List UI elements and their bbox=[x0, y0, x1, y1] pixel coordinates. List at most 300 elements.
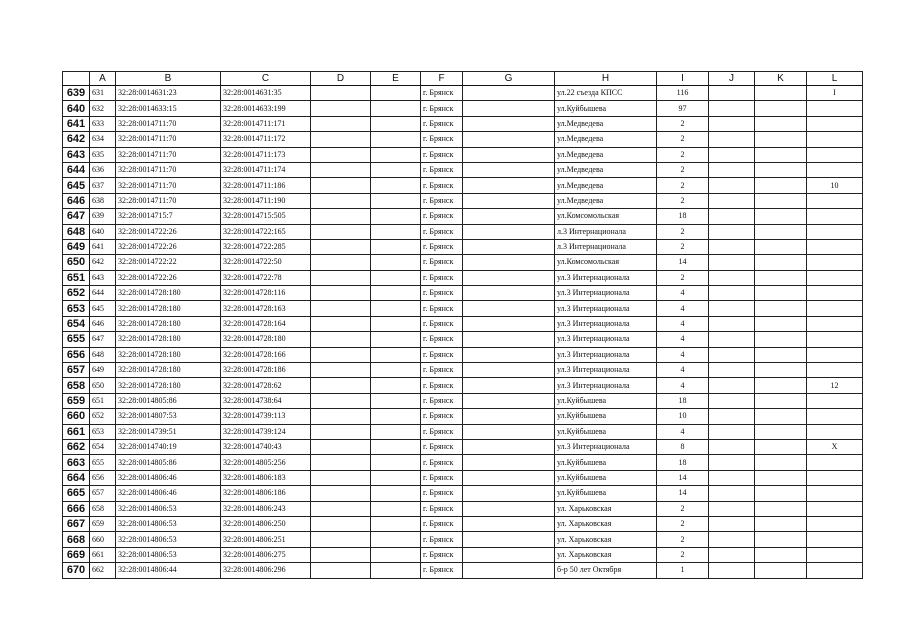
row-header[interactable]: 640 bbox=[63, 101, 90, 116]
cell-e[interactable] bbox=[371, 470, 421, 485]
cell-j[interactable] bbox=[709, 301, 755, 316]
cell-l[interactable] bbox=[807, 286, 863, 301]
cell-j[interactable] bbox=[709, 563, 755, 578]
cell-b[interactable]: 32:28:0014711:70 bbox=[116, 178, 221, 193]
cell-g[interactable] bbox=[463, 332, 555, 347]
cell-h[interactable]: б-р 50 лет Октября bbox=[555, 563, 657, 578]
cell-c[interactable]: 32:28:0014728:166 bbox=[221, 347, 311, 362]
cell-e[interactable] bbox=[371, 393, 421, 408]
cell-j[interactable] bbox=[709, 501, 755, 516]
cell-e[interactable] bbox=[371, 239, 421, 254]
cell-a[interactable]: 635 bbox=[90, 147, 116, 162]
cell-j[interactable] bbox=[709, 516, 755, 531]
row-header[interactable]: 652 bbox=[63, 286, 90, 301]
cell-c[interactable]: 32:28:0014711:173 bbox=[221, 147, 311, 162]
cell-c[interactable]: 32:28:0014806:183 bbox=[221, 470, 311, 485]
cell-e[interactable] bbox=[371, 332, 421, 347]
column-header-e[interactable]: E bbox=[371, 72, 421, 86]
column-header-k[interactable]: K bbox=[755, 72, 807, 86]
cell-a[interactable]: 650 bbox=[90, 378, 116, 393]
row-header[interactable]: 647 bbox=[63, 209, 90, 224]
cell-e[interactable] bbox=[371, 101, 421, 116]
row-header[interactable]: 663 bbox=[63, 455, 90, 470]
cell-f[interactable]: г. Брянск bbox=[421, 316, 463, 331]
cell-a[interactable]: 645 bbox=[90, 301, 116, 316]
cell-b[interactable]: 32:28:0014806:53 bbox=[116, 516, 221, 531]
cell-b[interactable]: 32:28:0014739:51 bbox=[116, 424, 221, 439]
cell-k[interactable] bbox=[755, 455, 807, 470]
cell-e[interactable] bbox=[371, 378, 421, 393]
cell-a[interactable]: 660 bbox=[90, 532, 116, 547]
cell-k[interactable] bbox=[755, 347, 807, 362]
cell-k[interactable] bbox=[755, 239, 807, 254]
cell-e[interactable] bbox=[371, 316, 421, 331]
cell-j[interactable] bbox=[709, 193, 755, 208]
cell-l[interactable] bbox=[807, 455, 863, 470]
cell-c[interactable]: 32:28:0014722:165 bbox=[221, 224, 311, 239]
cell-c[interactable]: 32:28:0014806:250 bbox=[221, 516, 311, 531]
cell-a[interactable]: 633 bbox=[90, 116, 116, 131]
cell-a[interactable]: 651 bbox=[90, 393, 116, 408]
cell-l[interactable] bbox=[807, 116, 863, 131]
cell-b[interactable]: 32:28:0014728:180 bbox=[116, 286, 221, 301]
cell-i[interactable]: 14 bbox=[657, 470, 709, 485]
cell-a[interactable]: 656 bbox=[90, 470, 116, 485]
cell-d[interactable] bbox=[311, 316, 371, 331]
cell-g[interactable] bbox=[463, 316, 555, 331]
cell-d[interactable] bbox=[311, 193, 371, 208]
cell-e[interactable] bbox=[371, 193, 421, 208]
cell-i[interactable]: 116 bbox=[657, 86, 709, 101]
cell-a[interactable]: 638 bbox=[90, 193, 116, 208]
cell-h[interactable]: ул.3 Интернационала bbox=[555, 439, 657, 454]
cell-e[interactable] bbox=[371, 501, 421, 516]
cell-l[interactable]: X bbox=[807, 439, 863, 454]
cell-h[interactable]: ул.3 Интернационала bbox=[555, 363, 657, 378]
cell-g[interactable] bbox=[463, 516, 555, 531]
cell-h[interactable]: ул.Куйбышева bbox=[555, 470, 657, 485]
row-header[interactable]: 639 bbox=[63, 86, 90, 101]
cell-d[interactable] bbox=[311, 116, 371, 131]
cell-l[interactable] bbox=[807, 563, 863, 578]
cell-e[interactable] bbox=[371, 132, 421, 147]
cell-h[interactable]: ул.Медведева bbox=[555, 193, 657, 208]
cell-h[interactable]: ул.Комсомольская bbox=[555, 255, 657, 270]
cell-f[interactable]: г. Брянск bbox=[421, 393, 463, 408]
cell-i[interactable]: 2 bbox=[657, 147, 709, 162]
cell-h[interactable]: ул.Комсомольская bbox=[555, 209, 657, 224]
cell-d[interactable] bbox=[311, 470, 371, 485]
cell-d[interactable] bbox=[311, 301, 371, 316]
cell-k[interactable] bbox=[755, 424, 807, 439]
cell-h[interactable]: ул.3 Интернационала bbox=[555, 378, 657, 393]
cell-e[interactable] bbox=[371, 363, 421, 378]
cell-i[interactable]: 2 bbox=[657, 532, 709, 547]
cell-l[interactable] bbox=[807, 316, 863, 331]
cell-a[interactable]: 654 bbox=[90, 439, 116, 454]
cell-f[interactable]: г. Брянск bbox=[421, 239, 463, 254]
cell-f[interactable]: г. Брянск bbox=[421, 132, 463, 147]
cell-c[interactable]: 32:28:0014728:164 bbox=[221, 316, 311, 331]
cell-j[interactable] bbox=[709, 255, 755, 270]
cell-k[interactable] bbox=[755, 286, 807, 301]
cell-f[interactable]: г. Брянск bbox=[421, 424, 463, 439]
cell-i[interactable]: 14 bbox=[657, 255, 709, 270]
cell-b[interactable]: 32:28:0014806:53 bbox=[116, 532, 221, 547]
cell-j[interactable] bbox=[709, 363, 755, 378]
cell-c[interactable]: 32:28:0014711:171 bbox=[221, 116, 311, 131]
cell-a[interactable]: 655 bbox=[90, 455, 116, 470]
cell-f[interactable]: г. Брянск bbox=[421, 209, 463, 224]
cell-g[interactable] bbox=[463, 439, 555, 454]
cell-g[interactable] bbox=[463, 286, 555, 301]
cell-l[interactable] bbox=[807, 239, 863, 254]
cell-j[interactable] bbox=[709, 239, 755, 254]
cell-e[interactable] bbox=[371, 439, 421, 454]
cell-d[interactable] bbox=[311, 101, 371, 116]
cell-l[interactable]: 10 bbox=[807, 178, 863, 193]
cell-e[interactable] bbox=[371, 516, 421, 531]
cell-k[interactable] bbox=[755, 147, 807, 162]
cell-d[interactable] bbox=[311, 132, 371, 147]
cell-f[interactable]: г. Брянск bbox=[421, 563, 463, 578]
cell-i[interactable]: 4 bbox=[657, 378, 709, 393]
cell-k[interactable] bbox=[755, 193, 807, 208]
cell-b[interactable]: 32:28:0014711:70 bbox=[116, 116, 221, 131]
cell-c[interactable]: 32:28:0014805:256 bbox=[221, 455, 311, 470]
cell-k[interactable] bbox=[755, 301, 807, 316]
cell-f[interactable]: г. Брянск bbox=[421, 116, 463, 131]
cell-h[interactable]: ул.Медведева bbox=[555, 116, 657, 131]
cell-d[interactable] bbox=[311, 547, 371, 562]
cell-c[interactable]: 32:28:0014738:64 bbox=[221, 393, 311, 408]
cell-i[interactable]: 10 bbox=[657, 409, 709, 424]
cell-i[interactable]: 4 bbox=[657, 332, 709, 347]
cell-l[interactable]: I bbox=[807, 86, 863, 101]
cell-c[interactable]: 32:28:0014728:180 bbox=[221, 332, 311, 347]
cell-d[interactable] bbox=[311, 178, 371, 193]
cell-f[interactable]: г. Брянск bbox=[421, 363, 463, 378]
cell-c[interactable]: 32:28:0014711:190 bbox=[221, 193, 311, 208]
cell-a[interactable]: 646 bbox=[90, 316, 116, 331]
cell-c[interactable]: 32:28:0014728:62 bbox=[221, 378, 311, 393]
cell-k[interactable] bbox=[755, 209, 807, 224]
cell-g[interactable] bbox=[463, 116, 555, 131]
cell-i[interactable]: 4 bbox=[657, 316, 709, 331]
cell-l[interactable] bbox=[807, 363, 863, 378]
cell-a[interactable]: 631 bbox=[90, 86, 116, 101]
column-header-c[interactable]: C bbox=[221, 72, 311, 86]
cell-h[interactable]: ул.3 Интернационала bbox=[555, 332, 657, 347]
row-header[interactable]: 669 bbox=[63, 547, 90, 562]
cell-l[interactable] bbox=[807, 301, 863, 316]
row-header[interactable]: 668 bbox=[63, 532, 90, 547]
cell-i[interactable]: 97 bbox=[657, 101, 709, 116]
cell-k[interactable] bbox=[755, 470, 807, 485]
cell-e[interactable] bbox=[371, 563, 421, 578]
cell-i[interactable]: 4 bbox=[657, 347, 709, 362]
cell-i[interactable]: 8 bbox=[657, 439, 709, 454]
cell-b[interactable]: 32:28:0014722:22 bbox=[116, 255, 221, 270]
cell-c[interactable]: 32:28:0014711:172 bbox=[221, 132, 311, 147]
cell-h[interactable]: ул.Куйбышева bbox=[555, 393, 657, 408]
cell-e[interactable] bbox=[371, 147, 421, 162]
cell-e[interactable] bbox=[371, 116, 421, 131]
cell-a[interactable]: 659 bbox=[90, 516, 116, 531]
cell-i[interactable]: 2 bbox=[657, 547, 709, 562]
cell-g[interactable] bbox=[463, 178, 555, 193]
cell-e[interactable] bbox=[371, 255, 421, 270]
cell-c[interactable]: 32:28:0014715:505 bbox=[221, 209, 311, 224]
cell-d[interactable] bbox=[311, 255, 371, 270]
cell-j[interactable] bbox=[709, 224, 755, 239]
cell-i[interactable]: 2 bbox=[657, 132, 709, 147]
cell-k[interactable] bbox=[755, 409, 807, 424]
cell-g[interactable] bbox=[463, 409, 555, 424]
cell-a[interactable]: 649 bbox=[90, 363, 116, 378]
row-header[interactable]: 649 bbox=[63, 239, 90, 254]
cell-h[interactable]: ул. Харьковская bbox=[555, 547, 657, 562]
cell-l[interactable] bbox=[807, 516, 863, 531]
cell-b[interactable]: 32:28:0014711:70 bbox=[116, 147, 221, 162]
cell-e[interactable] bbox=[371, 486, 421, 501]
cell-c[interactable]: 32:28:0014740:43 bbox=[221, 439, 311, 454]
cell-j[interactable] bbox=[709, 162, 755, 177]
cell-f[interactable]: г. Брянск bbox=[421, 532, 463, 547]
cell-f[interactable]: г. Брянск bbox=[421, 332, 463, 347]
cell-d[interactable] bbox=[311, 147, 371, 162]
cell-k[interactable] bbox=[755, 486, 807, 501]
cell-d[interactable] bbox=[311, 332, 371, 347]
row-header[interactable]: 641 bbox=[63, 116, 90, 131]
cell-l[interactable] bbox=[807, 147, 863, 162]
corner-cell[interactable] bbox=[63, 72, 90, 86]
cell-d[interactable] bbox=[311, 532, 371, 547]
cell-l[interactable] bbox=[807, 162, 863, 177]
row-header[interactable]: 662 bbox=[63, 439, 90, 454]
cell-f[interactable]: г. Брянск bbox=[421, 516, 463, 531]
cell-k[interactable] bbox=[755, 378, 807, 393]
cell-i[interactable]: 2 bbox=[657, 116, 709, 131]
cell-i[interactable]: 2 bbox=[657, 162, 709, 177]
cell-f[interactable]: г. Брянск bbox=[421, 301, 463, 316]
cell-l[interactable] bbox=[807, 470, 863, 485]
cell-j[interactable] bbox=[709, 547, 755, 562]
cell-l[interactable] bbox=[807, 270, 863, 285]
cell-g[interactable] bbox=[463, 193, 555, 208]
cell-l[interactable] bbox=[807, 486, 863, 501]
cell-d[interactable] bbox=[311, 239, 371, 254]
cell-h[interactable]: л.3 Интернационала bbox=[555, 224, 657, 239]
row-header[interactable]: 664 bbox=[63, 470, 90, 485]
cell-h[interactable]: ул.Медведева bbox=[555, 178, 657, 193]
cell-f[interactable]: г. Брянск bbox=[421, 378, 463, 393]
cell-a[interactable]: 632 bbox=[90, 101, 116, 116]
cell-h[interactable]: ул. Харьковская bbox=[555, 532, 657, 547]
cell-f[interactable]: г. Брянск bbox=[421, 178, 463, 193]
cell-l[interactable] bbox=[807, 101, 863, 116]
cell-i[interactable]: 1 bbox=[657, 563, 709, 578]
cell-g[interactable] bbox=[463, 501, 555, 516]
cell-a[interactable]: 639 bbox=[90, 209, 116, 224]
cell-b[interactable]: 32:28:0014715:7 bbox=[116, 209, 221, 224]
cell-b[interactable]: 32:28:0014722:26 bbox=[116, 224, 221, 239]
cell-b[interactable]: 32:28:0014722:26 bbox=[116, 270, 221, 285]
cell-c[interactable]: 32:28:0014728:163 bbox=[221, 301, 311, 316]
cell-l[interactable] bbox=[807, 393, 863, 408]
cell-b[interactable]: 32:28:0014711:70 bbox=[116, 193, 221, 208]
cell-f[interactable]: г. Брянск bbox=[421, 347, 463, 362]
column-header-d[interactable]: D bbox=[311, 72, 371, 86]
cell-k[interactable] bbox=[755, 255, 807, 270]
cell-k[interactable] bbox=[755, 563, 807, 578]
cell-f[interactable]: г. Брянск bbox=[421, 224, 463, 239]
cell-d[interactable] bbox=[311, 209, 371, 224]
cell-h[interactable]: ул.3 Интернационала bbox=[555, 270, 657, 285]
row-header[interactable]: 670 bbox=[63, 563, 90, 578]
cell-g[interactable] bbox=[463, 101, 555, 116]
cell-h[interactable]: ул.Медведева bbox=[555, 147, 657, 162]
cell-c[interactable]: 32:28:0014739:113 bbox=[221, 409, 311, 424]
cell-i[interactable]: 2 bbox=[657, 224, 709, 239]
cell-l[interactable] bbox=[807, 332, 863, 347]
row-header[interactable]: 656 bbox=[63, 347, 90, 362]
cell-b[interactable]: 32:28:0014728:180 bbox=[116, 378, 221, 393]
cell-b[interactable]: 32:28:0014711:70 bbox=[116, 132, 221, 147]
row-header[interactable]: 657 bbox=[63, 363, 90, 378]
cell-g[interactable] bbox=[463, 563, 555, 578]
cell-c[interactable]: 32:28:0014631:35 bbox=[221, 86, 311, 101]
cell-f[interactable]: г. Брянск bbox=[421, 470, 463, 485]
row-header[interactable]: 658 bbox=[63, 378, 90, 393]
cell-c[interactable]: 32:28:0014728:116 bbox=[221, 286, 311, 301]
cell-j[interactable] bbox=[709, 116, 755, 131]
cell-b[interactable]: 32:28:0014805:86 bbox=[116, 393, 221, 408]
cell-k[interactable] bbox=[755, 363, 807, 378]
row-header[interactable]: 642 bbox=[63, 132, 90, 147]
row-header[interactable]: 646 bbox=[63, 193, 90, 208]
cell-j[interactable] bbox=[709, 424, 755, 439]
cell-d[interactable] bbox=[311, 409, 371, 424]
cell-a[interactable]: 636 bbox=[90, 162, 116, 177]
cell-k[interactable] bbox=[755, 132, 807, 147]
cell-i[interactable]: 4 bbox=[657, 363, 709, 378]
cell-g[interactable] bbox=[463, 224, 555, 239]
cell-i[interactable]: 2 bbox=[657, 239, 709, 254]
cell-e[interactable] bbox=[371, 347, 421, 362]
row-header[interactable]: 654 bbox=[63, 316, 90, 331]
cell-f[interactable]: г. Брянск bbox=[421, 193, 463, 208]
cell-b[interactable]: 32:28:0014728:180 bbox=[116, 347, 221, 362]
cell-c[interactable]: 32:28:0014806:186 bbox=[221, 486, 311, 501]
cell-e[interactable] bbox=[371, 270, 421, 285]
row-header[interactable]: 659 bbox=[63, 393, 90, 408]
cell-g[interactable] bbox=[463, 378, 555, 393]
cell-e[interactable] bbox=[371, 409, 421, 424]
cell-l[interactable] bbox=[807, 224, 863, 239]
cell-l[interactable]: 12 bbox=[807, 378, 863, 393]
cell-a[interactable]: 652 bbox=[90, 409, 116, 424]
row-header[interactable]: 666 bbox=[63, 501, 90, 516]
cell-a[interactable]: 662 bbox=[90, 563, 116, 578]
cell-g[interactable] bbox=[463, 239, 555, 254]
cell-i[interactable]: 2 bbox=[657, 270, 709, 285]
cell-h[interactable]: ул.Куйбышева bbox=[555, 455, 657, 470]
cell-c[interactable]: 32:28:0014806:296 bbox=[221, 563, 311, 578]
row-header[interactable]: 648 bbox=[63, 224, 90, 239]
cell-f[interactable]: г. Брянск bbox=[421, 86, 463, 101]
cell-e[interactable] bbox=[371, 547, 421, 562]
column-header-g[interactable]: G bbox=[463, 72, 555, 86]
cell-f[interactable]: г. Брянск bbox=[421, 101, 463, 116]
cell-f[interactable]: г. Брянск bbox=[421, 270, 463, 285]
cell-e[interactable] bbox=[371, 162, 421, 177]
cell-b[interactable]: 32:28:0014728:180 bbox=[116, 301, 221, 316]
cell-d[interactable] bbox=[311, 270, 371, 285]
cell-f[interactable]: г. Брянск bbox=[421, 286, 463, 301]
cell-b[interactable]: 32:28:0014740:19 bbox=[116, 439, 221, 454]
cell-b[interactable]: 32:28:0014711:70 bbox=[116, 162, 221, 177]
cell-l[interactable] bbox=[807, 347, 863, 362]
cell-k[interactable] bbox=[755, 101, 807, 116]
cell-j[interactable] bbox=[709, 409, 755, 424]
cell-j[interactable] bbox=[709, 316, 755, 331]
cell-j[interactable] bbox=[709, 378, 755, 393]
cell-l[interactable] bbox=[807, 501, 863, 516]
cell-j[interactable] bbox=[709, 132, 755, 147]
cell-d[interactable] bbox=[311, 86, 371, 101]
cell-e[interactable] bbox=[371, 424, 421, 439]
cell-b[interactable]: 32:28:0014722:26 bbox=[116, 239, 221, 254]
cell-b[interactable]: 32:28:0014728:180 bbox=[116, 332, 221, 347]
cell-e[interactable] bbox=[371, 286, 421, 301]
cell-f[interactable]: г. Брянск bbox=[421, 409, 463, 424]
cell-c[interactable]: 32:28:0014633:199 bbox=[221, 101, 311, 116]
cell-i[interactable]: 2 bbox=[657, 516, 709, 531]
cell-b[interactable]: 32:28:0014728:180 bbox=[116, 363, 221, 378]
cell-j[interactable] bbox=[709, 286, 755, 301]
cell-h[interactable]: ул.Куйбышева bbox=[555, 409, 657, 424]
cell-f[interactable]: г. Брянск bbox=[421, 455, 463, 470]
cell-f[interactable]: г. Брянск bbox=[421, 439, 463, 454]
cell-j[interactable] bbox=[709, 470, 755, 485]
cell-k[interactable] bbox=[755, 224, 807, 239]
cell-b[interactable]: 32:28:0014806:53 bbox=[116, 501, 221, 516]
cell-f[interactable]: г. Брянск bbox=[421, 486, 463, 501]
cell-l[interactable] bbox=[807, 424, 863, 439]
cell-e[interactable] bbox=[371, 209, 421, 224]
cell-k[interactable] bbox=[755, 532, 807, 547]
cell-b[interactable]: 32:28:0014807:53 bbox=[116, 409, 221, 424]
cell-d[interactable] bbox=[311, 286, 371, 301]
cell-g[interactable] bbox=[463, 532, 555, 547]
cell-f[interactable]: г. Брянск bbox=[421, 547, 463, 562]
cell-g[interactable] bbox=[463, 347, 555, 362]
cell-b[interactable]: 32:28:0014806:46 bbox=[116, 470, 221, 485]
cell-a[interactable]: 647 bbox=[90, 332, 116, 347]
cell-g[interactable] bbox=[463, 270, 555, 285]
cell-j[interactable] bbox=[709, 147, 755, 162]
cell-i[interactable]: 2 bbox=[657, 193, 709, 208]
cell-c[interactable]: 32:28:0014711:174 bbox=[221, 162, 311, 177]
cell-e[interactable] bbox=[371, 86, 421, 101]
cell-d[interactable] bbox=[311, 162, 371, 177]
row-header[interactable]: 667 bbox=[63, 516, 90, 531]
cell-h[interactable]: ул.Куйбышева bbox=[555, 424, 657, 439]
cell-l[interactable] bbox=[807, 532, 863, 547]
cell-g[interactable] bbox=[463, 363, 555, 378]
cell-g[interactable] bbox=[463, 470, 555, 485]
